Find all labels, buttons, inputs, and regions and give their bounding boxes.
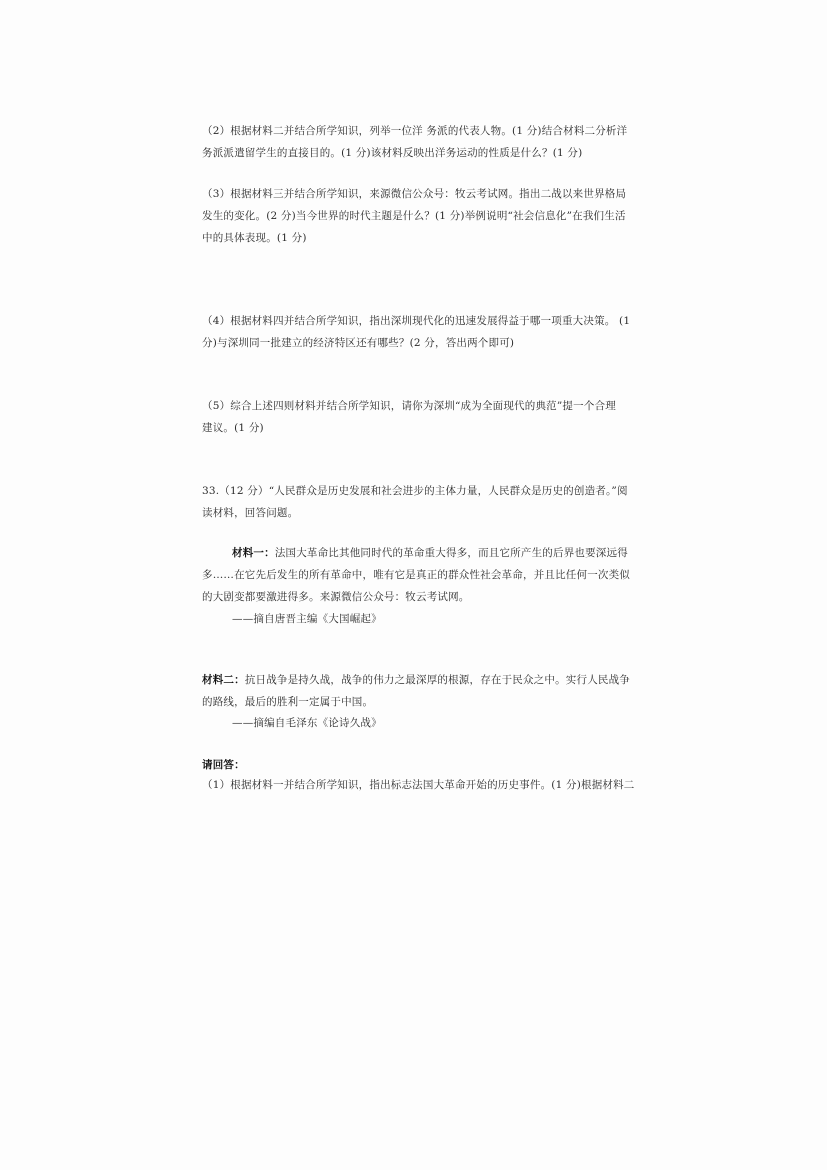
material-2-label: 材料二： — [202, 674, 245, 686]
material-1-line-3: 的大剧变都要激进得多。来源微信公众号：牧云考试网。 — [202, 591, 470, 603]
q4-line-1: （4）根据材料四并结合所学知识，指出深圳现代化的迅速发展得益于哪一项重大决策。 (1 — [202, 315, 631, 327]
q33-intro-line-1: 33.（12 分）“人民群众是历史发展和社会进步的主体力量，人民群众是历史的创造者。”阅 — [202, 485, 628, 497]
q3-line-3: 中的具体表现。(1 分) — [202, 232, 307, 244]
q3-line-1: （3）根据材料三并结合所学知识，来源微信公众号：牧云考试网。指出二战以来世界格局 — [202, 188, 627, 200]
material-2-text-1: 抗日战争是持久战，战争的伟力之最深厚的根源，存在于民众之中。实行人民战争 — [244, 674, 631, 686]
q33-question-1: （1）根据材料一并结合所学知识，指出标志法国大革命开始的历史事件。(1 分)根据材料二 — [202, 779, 635, 791]
q5-line-1: （5）综合上述四则材料并结合所学知识，请你为深圳“成为全面现代的典范”提一个合理 — [202, 400, 616, 412]
material-1-source: ——摘自唐晋主编《大国崛起》 — [232, 613, 382, 625]
q33-intro-line-2: 读材料，回答问题。 — [202, 507, 299, 519]
q5-line-2: 建议。(1 分) — [202, 422, 264, 434]
material-2-line-1 — [202, 673, 630, 687]
material-1-label: 材料一： — [232, 547, 275, 559]
answer-prompt: 请回答： — [202, 759, 245, 771]
q2-line-1: （2）根据材料二并结合所学知识，列举一位洋 务派的代表人物。(1 分)结合材料二分析洋 — [202, 125, 628, 137]
q3-line-2: 发生的变化。(2 分)当今世界的时代主题是什么？(1 分)举例说明“社会信息化”在我们生活 — [202, 210, 626, 222]
q4-line-2: 分)与深圳同一批建立的经济特区还有哪些？(2 分，答出两个即可) — [202, 337, 515, 349]
q2-line-2: 务派派遣留学生的直接目的。(1 分)该材料反映出洋务运动的性质是什么？(1 分) — [202, 147, 583, 159]
material-2-source: ——摘编自毛泽东《论诗久战》 — [232, 717, 382, 729]
material-1-line-2: 多……在它先后发生的所有革命中，唯有它是真正的群众性社会革命，并且比任何一次类似 — [202, 569, 630, 581]
material-1-line-1 — [232, 546, 628, 560]
material-2-line-2: 的路线，最后的胜利一定属于中国。 — [202, 696, 374, 708]
material-1-text-1: 法国大革命比其他同时代的革命重大得多，而且它所产生的后界也要深远得 — [274, 547, 628, 559]
